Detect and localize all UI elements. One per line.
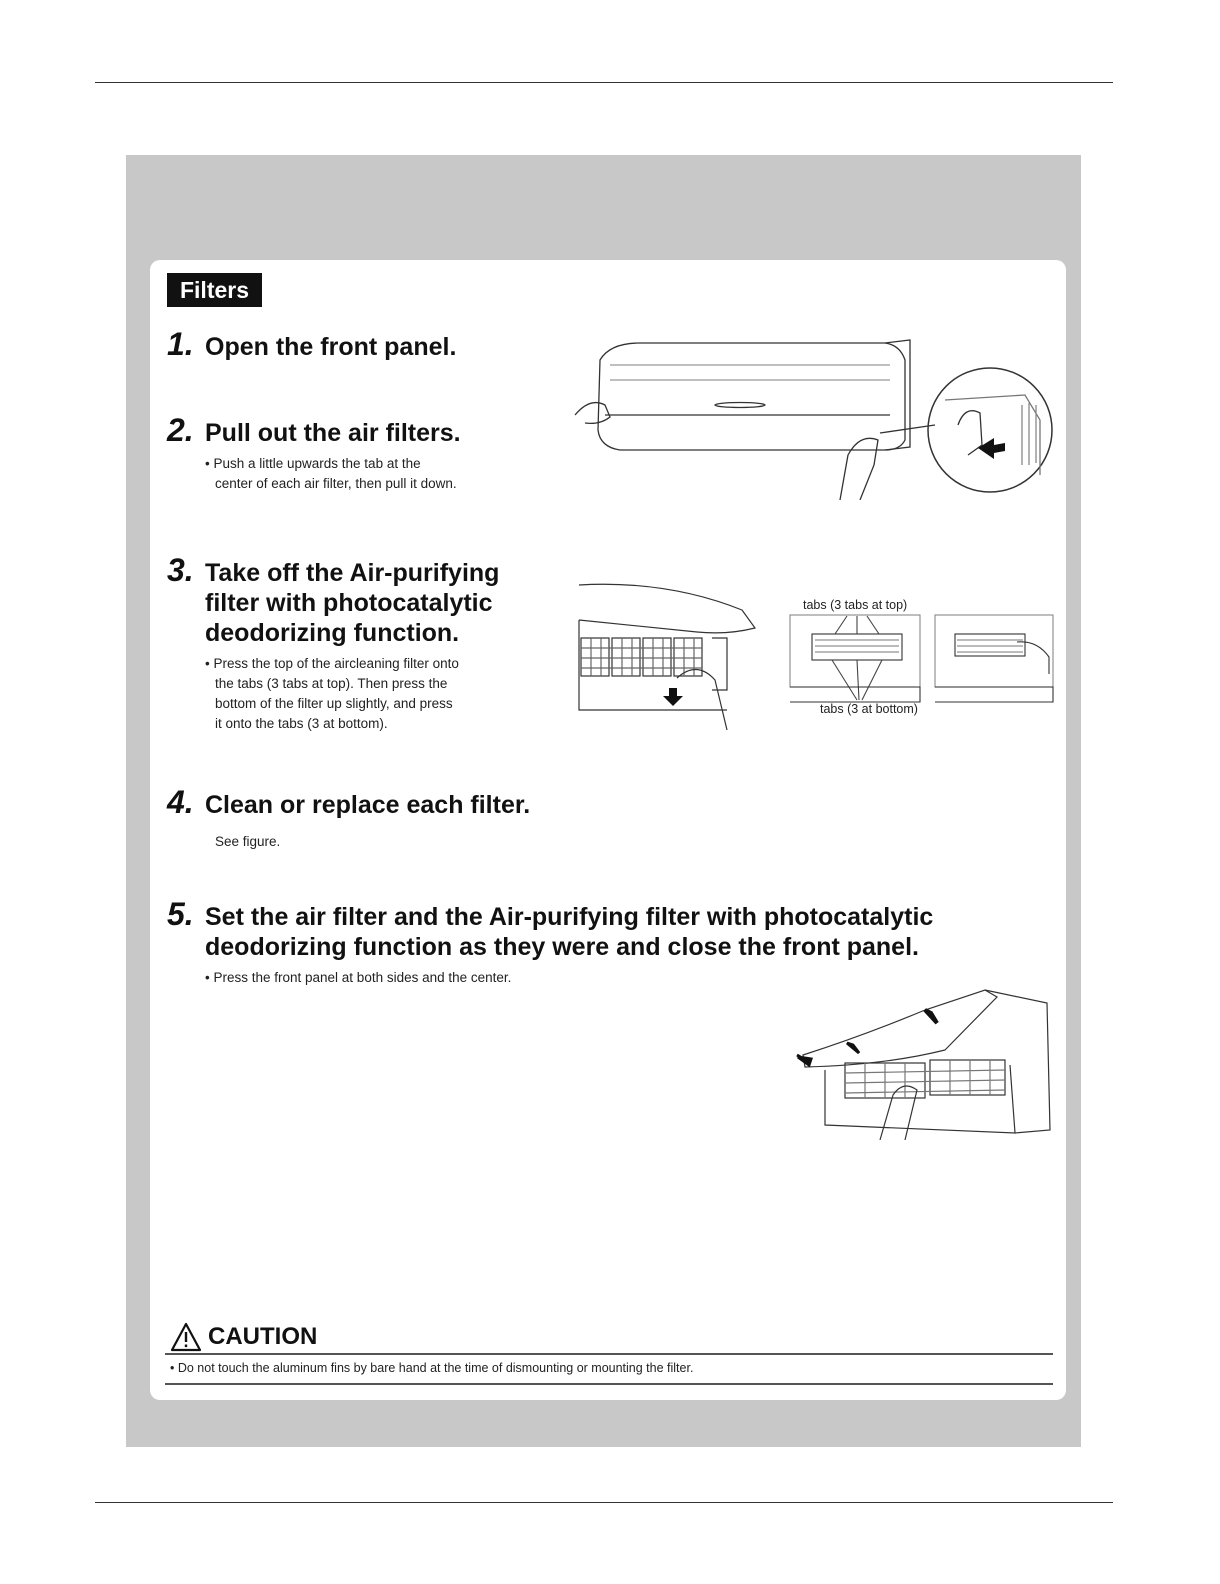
arrow-down-icon — [663, 688, 683, 706]
step-number: 3. — [167, 552, 194, 588]
note-line: See figure. — [215, 834, 281, 849]
tabs-bottom-label: tabs (3 at bottom) — [820, 702, 918, 716]
step-title-line: deodorizing function. — [205, 619, 460, 647]
arrow-icon — [925, 1010, 937, 1023]
front-panel-illustration — [570, 335, 1060, 500]
note-line: • Press the top of the aircleaning filter onto — [205, 656, 459, 671]
step-note — [205, 454, 457, 494]
step-number: 4. — [167, 784, 194, 820]
step-title — [205, 790, 530, 820]
step-title — [205, 558, 499, 648]
footer-rule — [95, 1502, 1113, 1503]
section-tag: Filters — [167, 273, 262, 307]
note-line: it onto the tabs (3 at bottom). — [215, 716, 388, 731]
step-title-line: filter with photocatalytic — [205, 589, 493, 617]
step-note — [205, 654, 459, 734]
step-title — [205, 902, 933, 962]
warning-triangle-icon — [170, 1322, 202, 1352]
header-rule — [95, 82, 1113, 83]
caution-title: CAUTION — [208, 1323, 318, 1350]
caution-text: • Do not touch the aluminum fins by bare hand at the time of dismounting or mounting the filter. — [170, 1361, 694, 1375]
note-line: • Push a little upwards the tab at the — [205, 456, 421, 471]
note-line: bottom of the filter up slightly, and press — [215, 696, 453, 711]
step-title-line: deodorizing function as they were and close the front panel. — [205, 933, 919, 961]
step-note — [215, 832, 280, 852]
arrow-icon — [847, 1043, 859, 1053]
step-title-line: Set the air filter and the Air-purifying filter with photocatalytic — [205, 903, 934, 931]
filter-removal-illustration — [577, 580, 762, 730]
tabs-top-label: tabs (3 tabs at top) — [803, 598, 908, 612]
note-line: center of each air filter, then pull it down. — [215, 476, 457, 491]
filter-tabs-illustration — [787, 612, 1055, 707]
step-title-line: Pull out the air filters. — [205, 419, 461, 447]
note-line: • Press the front panel at both sides and the center. — [205, 970, 512, 985]
caution-divider — [165, 1383, 1053, 1385]
step-number: 5. — [167, 896, 194, 932]
step-title — [205, 332, 456, 362]
step-number: 1. — [167, 326, 194, 362]
caution-divider — [165, 1353, 1053, 1355]
step-note — [205, 968, 511, 988]
step-title-line: Take off the Air-purifying — [205, 559, 500, 587]
close-panel-illustration — [785, 985, 1055, 1140]
step-number: 2. — [167, 412, 194, 448]
caution-heading — [170, 1320, 317, 1354]
step-title-line: Open the front panel. — [205, 333, 457, 361]
step-title-line: Clean or replace each filter. — [205, 791, 531, 819]
step-title — [205, 418, 461, 448]
note-line: the tabs (3 tabs at top). Then press the — [215, 676, 448, 691]
